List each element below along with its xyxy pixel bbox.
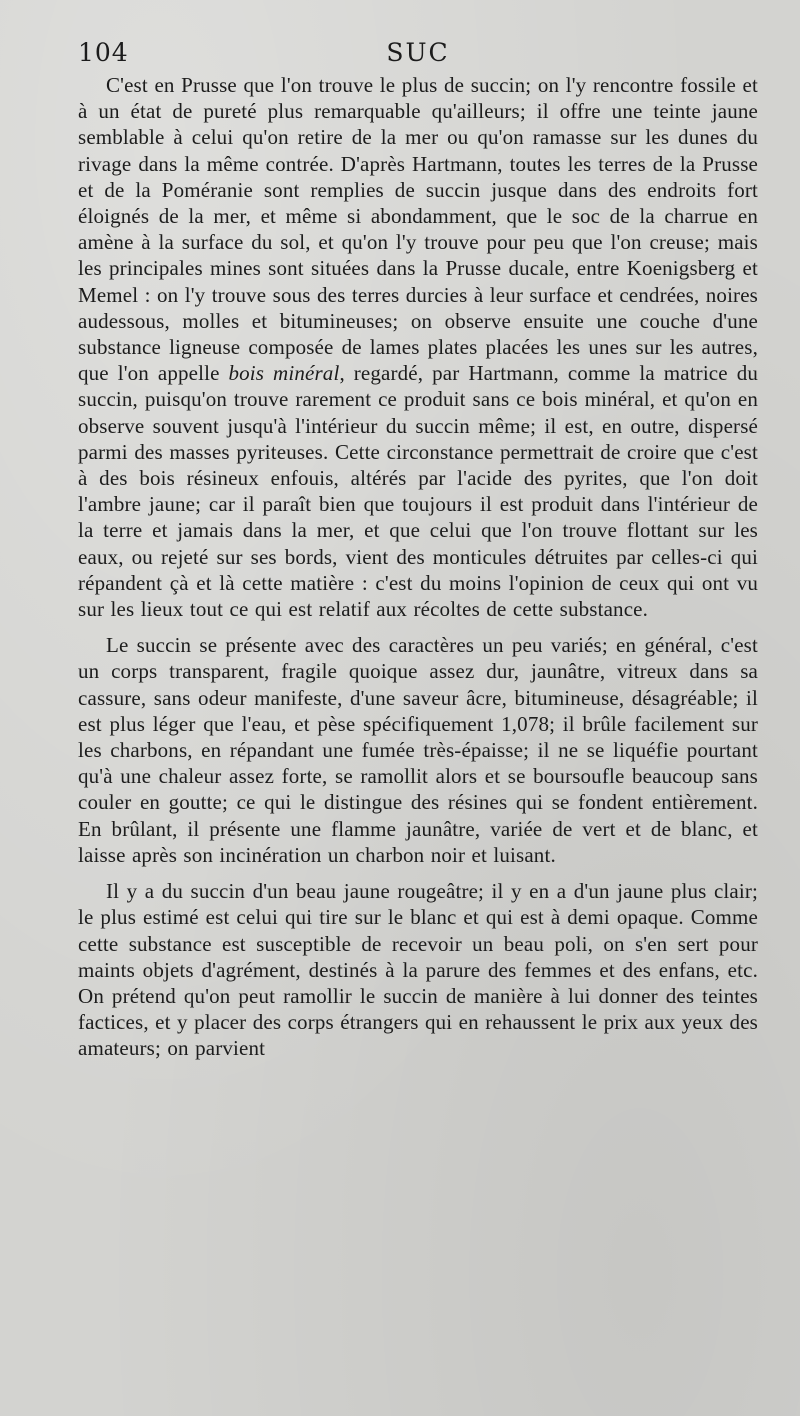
page-number: 104 bbox=[78, 38, 129, 67]
paragraph-3 bbox=[78, 878, 758, 1061]
running-head: SUC bbox=[386, 38, 450, 67]
page-header bbox=[78, 38, 758, 72]
paragraph-1-text: C'est en Prusse que l'on trouve le plus de succin; on l'y rencontre fossile et à un état de pureté plus remarquable qu'ailleurs; il offre une teinte jaune semblable à celui qu'on retire de la mer ou qu'on ramasse sur les dunes du rivage dans la même contrée. D'après Hartmann, toutes les terres de la Prusse et de la Poméranie sont remplies de succin jusque dans des endroits fort éloignés de la mer, et même si abondamment, que le soc de la charrue en amène à la surface du sol, et qu'on l'y trouve pour peu que l'on creuse; mais les principales mines sont situées dans la Prusse ducale, entre Koenigsberg et Memel : on l'y trouve sous des terres durcies à leur surface et cendrées, noires audessous, molles et bitumineuses; on observe ensuite une couche d'une substance ligneuse composée de lames plates placées les unes sur les autres, que l'on appelle bbox=[78, 73, 758, 386]
paragraph-2 bbox=[78, 632, 758, 868]
paragraph-3-text: Il y a du succin d'un beau jaune rougeâtre; il y en a d'un jaune plus clair; le plus estimé est celui qui tire sur le blanc et qui est à demi opaque. Comme cette substance est susceptible de recevoir un beau poli, on s'en sert pour maints objets d'agrément, destinés à la parure des femmes et des enfans, etc. On prétend qu'on peut ramollir le succin de manière à lui donner des teintes factices, et y placer des corps étrangers qui en rehaussent le prix aux yeux des amateurs; on parvient bbox=[78, 879, 758, 1061]
body-text bbox=[78, 72, 758, 1072]
paragraph-1 bbox=[78, 72, 758, 622]
paragraph-2-text: Le succin se présente avec des caractères un peu variés; en général, c'est un corps transparent, fragile quoique assez dur, jaunâtre, vitreux dans sa cassure, sans odeur manifeste, d'une saveur âcre, bitumineuse, désagréable; il est plus léger que l'eau, et pèse spécifiquement 1,078; il brûle facilement sur les charbons, en répandant une fumée très-épaisse; il ne se liquéfie pourtant qu'à une chaleur assez forte, se ramollit alors et se boursoufle beaucoup sans couler en goutte; ce qui le distingue des résines qui se fondent entièrement. En brûlant, il présente une flamme jaunâtre, variée de vert et de blanc, et laisse après son incinération un charbon noir et luisant. bbox=[78, 633, 758, 867]
paragraph-1-italic-term: bois minéral bbox=[228, 361, 340, 386]
paragraph-1-text-continued: , regardé, par Hartmann, comme la matrice du succin, puisqu'on trouve rarement ce produit sans ce bois minéral, et qu'on en observe souvent jusqu'à l'intérieur du succin même; il est, en outre, dispersé parmi des masses pyriteuses. Cette circonstance permettrait de croire que c'est à des bois résineux enfouis, altérés par l'acide des pyrites, que l'on doit l'ambre jaune; car il paraît bien que toujours il est produit dans l'intérieur de la terre et jamais dans la mer, et que celui que l'on trouve flottant sur les eaux, ou rejeté sur ses bords, vient des monticules détruites par celles-ci qui répandent çà et là cette matière : c'est du moins l'opinion de ceux qui ont vu sur les lieux tout ce qui est relatif aux récoltes de cette substance. bbox=[78, 361, 758, 622]
